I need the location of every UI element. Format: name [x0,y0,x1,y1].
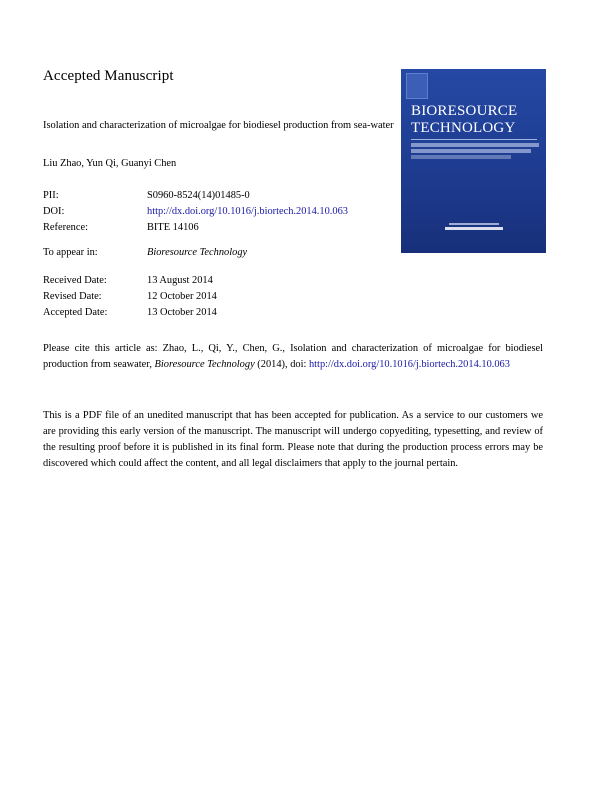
identifier-list [43,188,348,236]
date-row-received [43,273,217,289]
cover-title-line1: BIORESOURCE [411,103,518,119]
article-title: Isolation and characterization of microalgae for biodiesel production from sea-water [43,120,394,131]
cover-tagline-bar [411,155,511,159]
cover-tagline-bar [411,143,539,147]
appear-in [43,245,247,261]
date-key: Received Date: [43,275,107,286]
date-list [43,273,217,321]
identifier-row-doi [43,204,348,220]
cover-footer-bar [449,223,499,225]
date-value: 13 October 2014 [147,307,217,318]
citation-doi-link[interactable]: http://dx.doi.org/10.1016/j.biortech.2014.10.063 [308,359,510,370]
citation-paragraph [43,341,543,373]
identifier-row-reference [43,220,348,236]
manuscript-notice: This is a PDF file of an unedited manuscript that has been accepted for publication. As a service to our customers we are providing this early version of the manuscript. The manuscript will undergo copyediting, typesetting, and review of the resulting proof before it is published in its final form. Please note that during the production process errors may be discovered which could affect the content, and all legal disclaimers that apply to the journal pertain. [43,410,543,469]
identifier-key: Reference: [43,222,88,233]
appear-key: To appear in: [43,247,98,258]
identifier-key: DOI: [43,206,65,217]
identifier-row-pii [43,188,348,204]
date-key: Accepted Date: [43,307,108,318]
citation-text: Please cite this article as: Zhao, L., Qi, Y., Chen, G., Isolation and characterization of microalgae for biodiesel production from seawater, [43,343,543,370]
date-key: Revised Date: [43,291,102,302]
date-row-accepted [43,305,217,321]
identifier-value: BITE 14106 [147,222,199,233]
doi-link[interactable]: http://dx.doi.org/10.1016/j.biortech.2014.10.063 [147,206,348,217]
cover-tagline-bar [411,149,531,153]
accepted-manuscript-heading: Accepted Manuscript [43,68,174,84]
journal-cover-image [401,69,546,253]
date-value: 13 August 2014 [147,275,213,286]
date-value: 12 October 2014 [147,291,217,302]
appear-row [43,245,247,261]
article-authors: Liu Zhao, Yun Qi, Guanyi Chen [43,158,177,169]
cover-divider [411,139,537,140]
cover-footer-bar [445,227,503,230]
citation-journal: Bioresource Technology [154,359,255,370]
publisher-logo-icon [406,73,428,99]
citation-suffix: (2014), doi: [257,359,307,370]
journal-name: Bioresource Technology [147,247,248,258]
identifier-key: PII: [43,190,59,201]
date-row-revised [43,289,217,305]
identifier-value: S0960-8524(14)01485-0 [147,190,250,201]
cover-title-line2: TECHNOLOGY [411,120,516,136]
